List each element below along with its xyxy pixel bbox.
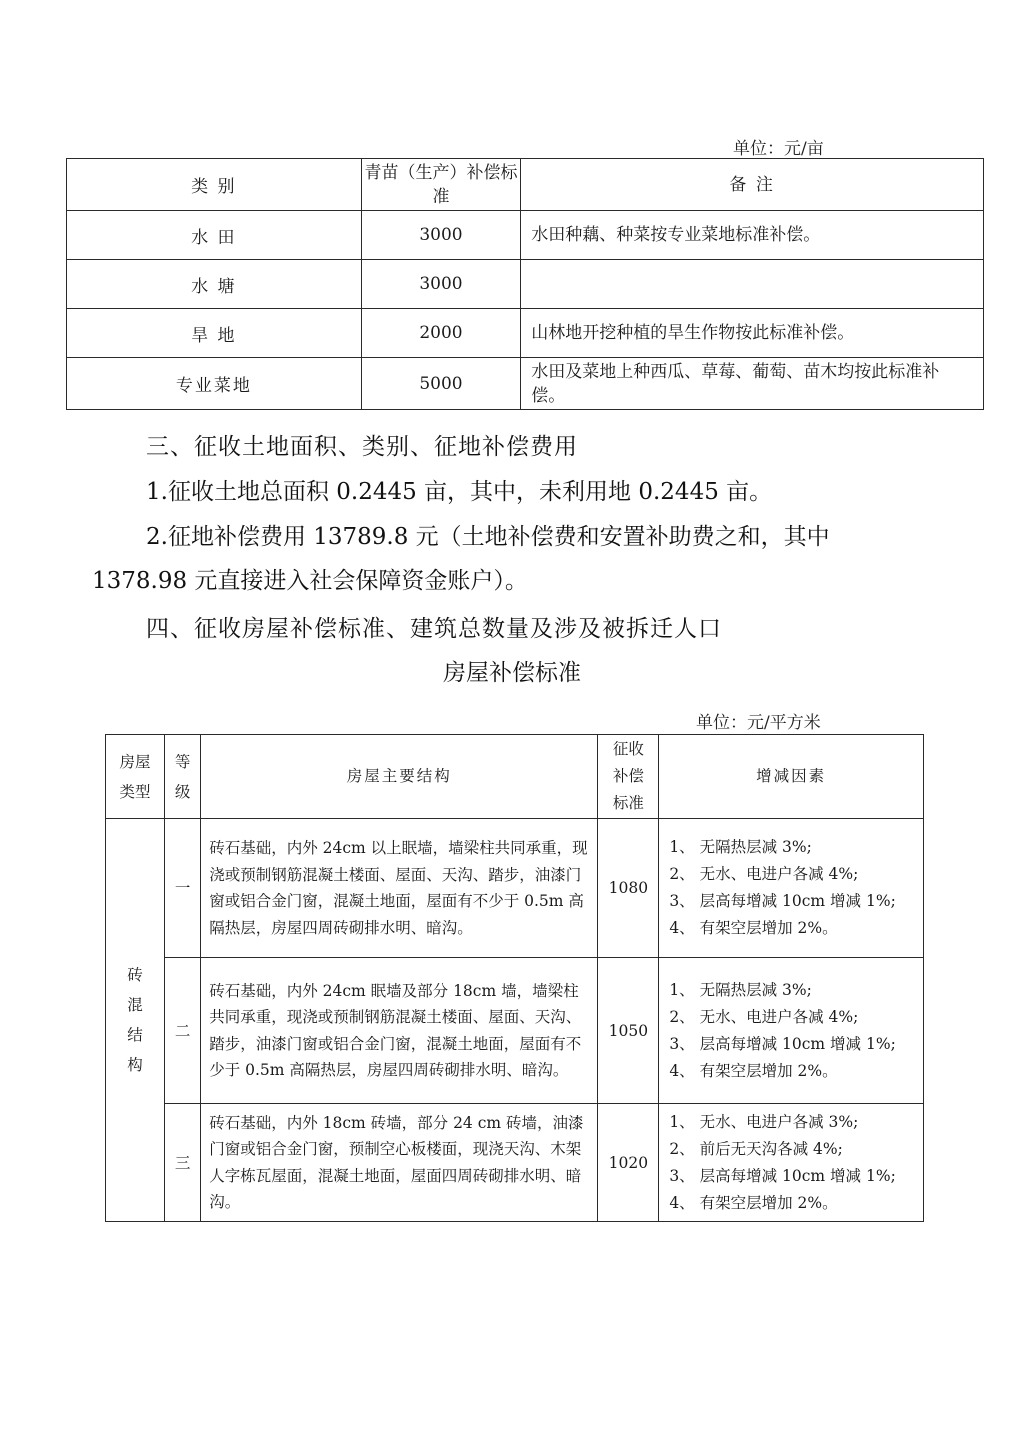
header-grade: 等级 xyxy=(174,752,191,801)
factor-item: 4、 有架空层增加 2%。 xyxy=(669,1193,838,1212)
house-compensation-table xyxy=(105,734,924,1222)
row-standard: 5000 xyxy=(361,358,521,410)
factor-item: 4、 有架空层增加 2%。 xyxy=(669,1061,838,1080)
row-structure: 砖石基础，内外 24cm 以上眠墙，墙梁柱共同承重，现浇或预制钢筋混凝土楼面、屋面、天沟、踏步，油漆门窗或铝合金门窗，混凝土地面，屋面有不少于 0.5m 高隔热层，房屋四周砖砌排水明、暗沟。 xyxy=(201,819,598,958)
section3-para2-line1: 2.征地补偿费用 13789.8 元（土地补偿费和安置补助费之和，其中 xyxy=(146,524,830,550)
header-type: 房屋类型 xyxy=(119,752,151,801)
header-standard: 征收补偿标准 xyxy=(612,740,644,812)
table-header-row xyxy=(106,735,924,819)
table-row xyxy=(106,958,924,1104)
factor-item: 3、 层高每增减 10cm 增减 1%; xyxy=(669,892,896,910)
section3-para2-line2: 1378.98 元直接进入社会保障资金账户）。 xyxy=(92,568,528,594)
table-row xyxy=(106,819,924,958)
section4-heading: 四、征收房屋补偿标准、建筑总数量及涉及被拆迁人口 xyxy=(146,616,722,642)
row-standard: 3000 xyxy=(361,260,521,309)
row-standard: 3000 xyxy=(361,211,521,260)
factor-item: 3、 层高每增减 10cm 增减 1%; xyxy=(669,1166,896,1185)
row-grade: 一 xyxy=(165,819,201,958)
row-grade: 三 xyxy=(165,1104,201,1222)
row-grade: 二 xyxy=(165,958,201,1104)
table2-title: 房屋补偿标准 xyxy=(443,660,581,686)
factor-item: 1、 无隔热层减 3%; xyxy=(669,980,812,999)
section3-para1: 1.征收土地总面积 0.2445 亩，其中，未利用地 0.2445 亩。 xyxy=(146,479,773,505)
row-standard: 2000 xyxy=(361,309,521,358)
factor-item: 2、 无水、电进户各减 4%; xyxy=(669,865,859,883)
row-remark: 山林地开挖种植的旱生作物按此标准补偿。 xyxy=(521,309,984,358)
row-category: 专业菜地 xyxy=(67,358,362,410)
section3-heading: 三、征收土地面积、类别、征地补偿费用 xyxy=(146,434,578,460)
header-structure: 房屋主要结构 xyxy=(201,735,598,819)
table-row xyxy=(67,211,984,260)
row-standard: 1050 xyxy=(598,958,659,1104)
row-remark: 水田及菜地上种西瓜、草莓、葡萄、苗木均按此标准补偿。 xyxy=(521,358,984,410)
row-structure: 砖石基础，内外 18cm 砖墙，部分 24 cm 砖墙，油漆门窗或铝合金门窗，预制空心板楼面，现浇天沟、木架人字栋瓦屋面，混凝土地面，屋面四周砖砌排水明、暗沟。 xyxy=(201,1104,598,1222)
row-structure: 砖石基础，内外 24cm 眠墙及部分 18cm 墙，墙梁柱共同承重，现浇或预制钢筋混凝土楼面、屋面、天沟、踏步，油漆门窗或铝合金门窗，混凝土地面，屋面有不少于 0.5m 高隔热层，房屋四周砖砌排水明、暗沟。 xyxy=(201,958,598,1104)
row-factors xyxy=(659,1104,924,1222)
factor-item: 1、 无水、电进户各减 3%; xyxy=(669,1112,859,1131)
row-factors xyxy=(659,819,924,958)
table-row xyxy=(67,358,984,410)
factor-item: 3、 层高每增减 10cm 增减 1%; xyxy=(669,1034,896,1053)
table-row xyxy=(67,260,984,309)
row-category: 水 塘 xyxy=(67,260,362,309)
row-remark xyxy=(521,260,984,309)
table-row xyxy=(106,1104,924,1222)
factor-item: 1、 无隔热层减 3%; xyxy=(669,838,812,856)
table2-unit: 单位：元/平方米 xyxy=(696,713,821,733)
row-standard: 1080 xyxy=(598,819,659,958)
table1-unit: 单位：元/亩 xyxy=(733,139,824,159)
factor-item: 2、 无水、电进户各减 4%; xyxy=(669,1007,859,1026)
row-remark: 水田种藕、种菜按专业菜地标准补偿。 xyxy=(521,211,984,260)
header-standard: 青苗（生产）补偿标准 xyxy=(361,159,521,211)
table-row xyxy=(67,309,984,358)
row-standard: 1020 xyxy=(598,1104,659,1222)
header-category: 类 别 xyxy=(67,159,362,211)
seedling-compensation-table xyxy=(66,158,984,410)
row-factors xyxy=(659,958,924,1104)
header-remark: 备 注 xyxy=(521,159,984,211)
row-category: 旱 地 xyxy=(67,309,362,358)
row-category: 水 田 xyxy=(67,211,362,260)
header-factors: 增减因素 xyxy=(659,735,924,819)
table-header-row xyxy=(67,159,984,211)
factor-item: 2、 前后无天沟各减 4%; xyxy=(669,1139,843,1158)
factor-item: 4、 有架空层增加 2%。 xyxy=(669,919,838,937)
house-type-label: 砖混结构 xyxy=(127,966,143,1074)
